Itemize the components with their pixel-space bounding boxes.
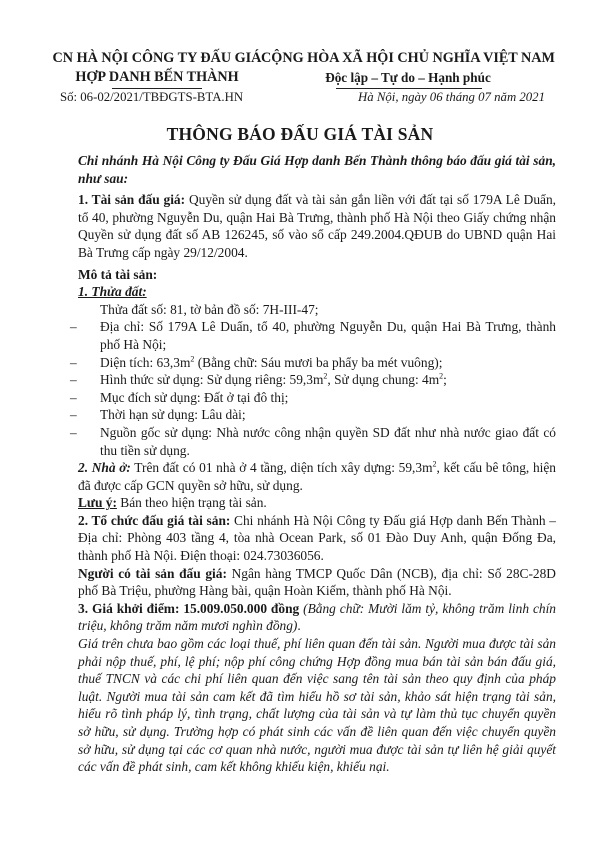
description-heading: Mô tả tài sản: <box>78 266 158 282</box>
section-1-label: 1. Tài sản đấu giá: <box>78 192 186 208</box>
national-header <box>258 49 558 87</box>
document-date: Hà Nội, ngày 06 tháng 07 năm 2021 <box>358 90 545 104</box>
asset-owner-paragraph <box>78 565 556 600</box>
note-paragraph <box>78 494 556 512</box>
nation-motto: Độc lập – Tự do – Hạnh phúc <box>325 70 491 85</box>
land-purpose-text: Mục đích sử dụng: Đất ở tại đô thị; <box>100 389 289 405</box>
land-usage-text: Hình thức sử dụng: Sử dụng riêng: 59,3m <box>100 372 324 388</box>
house-label: 2. Nhà ở: <box>78 460 131 476</box>
terms-paragraph: Giá trên chưa bao gồm các loại thuế, phí liên quan đến tài sản. Người mua được tài sản phải nộp thuế, phí, lệ phí; nộp phí công chứng Hợp đồng mua bán tài sản bán đấu giá, thuế TNCN và các chi phí liên quan đến việc sang tên tài sản theo quy định của pháp luật. Người mua tài sản cam kết đã tìm hiểu hồ sơ tài sản, khảo sát hiện trạng tài sản, hiểu rõ tình pháp lý, tình trạng, chất lượng của tài sản và tự làm thủ tục chuyển quyền sở hữu, sử dụng. Trường hợp có phát sinh các vấn đề liên quan đến việc chuyển quyền sở hữu, sử dụng tại các cơ quan nhà nước, người mua được tài sản tự liên hệ giải quyết các vấn đề phát sinh, cam kết không khiếu kiện, khiếu nại. <box>78 636 556 775</box>
list-dash: – <box>70 424 77 440</box>
org-name-line1: CN HÀ NỘI CÔNG TY ĐẤU GIÁ <box>52 50 262 66</box>
list-dash: – <box>70 407 77 423</box>
section-1-asset <box>78 191 556 261</box>
land-area-text: Diện tích: 63,3m <box>100 354 191 370</box>
superscript-2: 2 <box>323 371 328 381</box>
list-dash: – <box>70 354 77 370</box>
land-item-purpose <box>70 389 556 407</box>
document-body <box>70 152 557 776</box>
land-area-words: (Bằng chữ: Sáu mươi ba phẩy ba mét vuông); <box>194 354 443 370</box>
land-usage-end: ; <box>443 372 447 388</box>
nation-name: CỘNG HÒA XÃ HỘI CHỦ NGHĨA VIỆT NAM <box>261 50 555 66</box>
org-name-line2: HỢP DANH BẾN THÀNH <box>75 69 239 85</box>
land-parcel: Thửa đất số: 81, tờ bản đồ số: 7H-III-47; <box>100 301 319 317</box>
section-3-end: . <box>297 618 301 634</box>
note-label: Lưu ý: <box>78 495 117 511</box>
section-2-organizer <box>78 512 556 565</box>
owner-text: Ngân hàng TMCP Quốc Dân (NCB), địa chỉ: Số 28C-28D phố Bà Triệu, phường Hàng bài, quận Hoàn Kiếm, thành phố Hà Nội. <box>78 565 556 599</box>
org-underline <box>112 88 202 89</box>
land-item-duration <box>70 406 556 424</box>
section-1-text: Quyền sử dụng đất và tài sản gắn liền với đất tại số 179A Lê Duẩn, tổ 40, phường Nguyễn Du, quận Hai Bà Trưng, thành phố Hà Nội theo Giấy chứng nhận Quyền sử dụng đất số AB 126245, số vào sổ cấp 249.2004.QĐUB do UBND quận Hai Bà Trưng cấp ngày 29/12/2004. <box>78 192 557 260</box>
intro-paragraph: Chi nhánh Hà Nội Công ty Đấu Giá Hợp danh Bến Thành thông báo đấu giá tài sản, như sau: <box>78 153 556 186</box>
motto-underline <box>336 88 482 89</box>
document-number: Số: 06-02/2021/TBĐGTS-BTA.HN <box>60 90 244 104</box>
house-paragraph <box>78 459 556 494</box>
list-dash: – <box>70 319 77 335</box>
house-text-a: Trên đất có 01 nhà ở 4 tầng, diện tích xây dựng: 59,3m <box>130 460 433 476</box>
superscript-2: 2 <box>432 459 437 469</box>
superscript-2: 2 <box>439 371 444 381</box>
owner-label: Người có tài sản đấu giá: <box>78 565 227 581</box>
house-text-b: , kết cấu bê tông, hiện đã được cấp GCN quyền sở hữu, sử dụng. <box>78 460 556 493</box>
note-text: Bán theo hiện trạng tài sản. <box>116 495 267 511</box>
land-item-origin <box>70 424 556 459</box>
land-heading: 1. Thửa đất: <box>78 284 147 300</box>
section-3-label: 3. Giá khởi điểm: 15.009.050.000 đồng <box>78 600 300 616</box>
land-item-area <box>70 354 556 372</box>
land-address-text: Địa chỉ: Số 179A Lê Duẩn, tổ 40, phường Nguyễn Du, quận Hai Bà Trưng, thành phố Hà Nội; <box>100 319 556 352</box>
land-item-address <box>70 318 556 353</box>
document-title: THÔNG BÁO ĐẤU GIÁ TÀI SẢN <box>166 124 434 144</box>
list-dash: – <box>70 372 77 388</box>
land-origin-text: Nguồn gốc sử dụng: Nhà nước công nhận quyền SD đất như nhà nước giao đất có thu tiền sử dụng. <box>100 424 556 458</box>
section-2-text: Chi nhánh Hà Nội Công ty Đấu giá Hợp danh Bến Thành – Địa chỉ: Phòng 403 tầng 4, tòa nhà Ocean Park, số 01 Đào Duy Anh, quận Đống Đa, thành phố Hà Nội. Điện thoại: 024.73036056. <box>78 512 556 564</box>
superscript-2: 2 <box>190 354 195 364</box>
list-dash: – <box>70 389 77 405</box>
land-usage-shared: , Sử dụng chung: 4m <box>327 372 440 388</box>
price-in-words: (Bằng chữ: Mười lăm tỷ, không trăm linh chín triệu, không trăm năm mươi nghìn đồng) <box>78 600 557 634</box>
land-item-usage-form <box>70 371 556 389</box>
section-3-starting-price <box>78 600 556 635</box>
land-duration-text: Thời hạn sử dụng: Lâu dài; <box>100 407 246 423</box>
section-2-label: 2. Tổ chức đấu giá tài sản: <box>78 512 231 528</box>
organization-header <box>52 49 262 87</box>
